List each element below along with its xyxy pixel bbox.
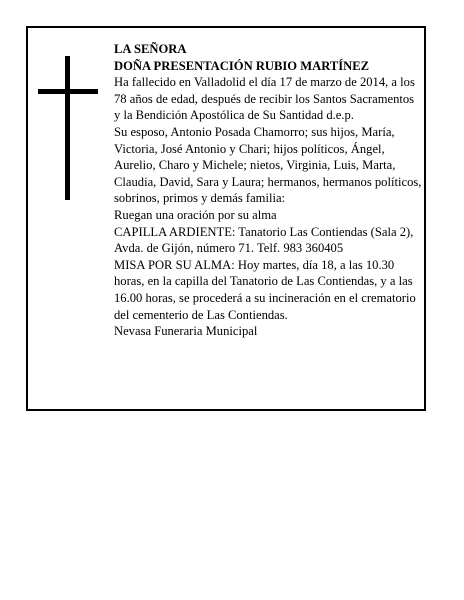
cross-icon (38, 56, 98, 200)
cross-vertical-bar (65, 56, 70, 200)
obituary-notice (26, 26, 426, 411)
death-announcement: Ha fallecido en Valladolid el día 17 de marzo de 2014, a los 78 años de edad, después de recibir los Santos Sacramentos y la Bendición Apostólica de Su Santidad d.e.p. (114, 75, 415, 123)
chapel-info: CAPILLA ARDIENTE: Tanatorio Las Contiendas (Sala 2), Avda. de Gijón, número 71. Telf. 983 360405 (114, 224, 414, 256)
deceased-name: DOÑA PRESENTACIÓN RUBIO MARTÍNEZ (114, 58, 370, 73)
prayer-request: Ruegan una oración por su alma (114, 207, 277, 222)
funeral-home: Nevasa Funeraria Municipal (114, 324, 258, 339)
family-list: Su esposo, Antonio Posada Chamorro; sus hijos, María, Victoria, José Antonio y Chari; hijos políticos, Ángel, Aurelio, Charo y Michele; nietos, Virginia, Luis, Marta, Claudia, David, Sara y Laura; hermanos, hermanos políticos, sobrinos, primos y demás familia: (114, 124, 422, 206)
mass-info: MISA POR SU ALMA: Hoy martes, día 18, a las 10.30 horas, en la capilla del Tanatorio de Las Contiendas, y a las 16.00 horas, se procederá a su incineración en el crematorio del cementerio de Las Contiendas. (114, 257, 416, 322)
notice-text (114, 41, 422, 340)
cross-horizontal-bar (38, 89, 98, 94)
deceased-title: LA SEÑORA (114, 42, 187, 56)
